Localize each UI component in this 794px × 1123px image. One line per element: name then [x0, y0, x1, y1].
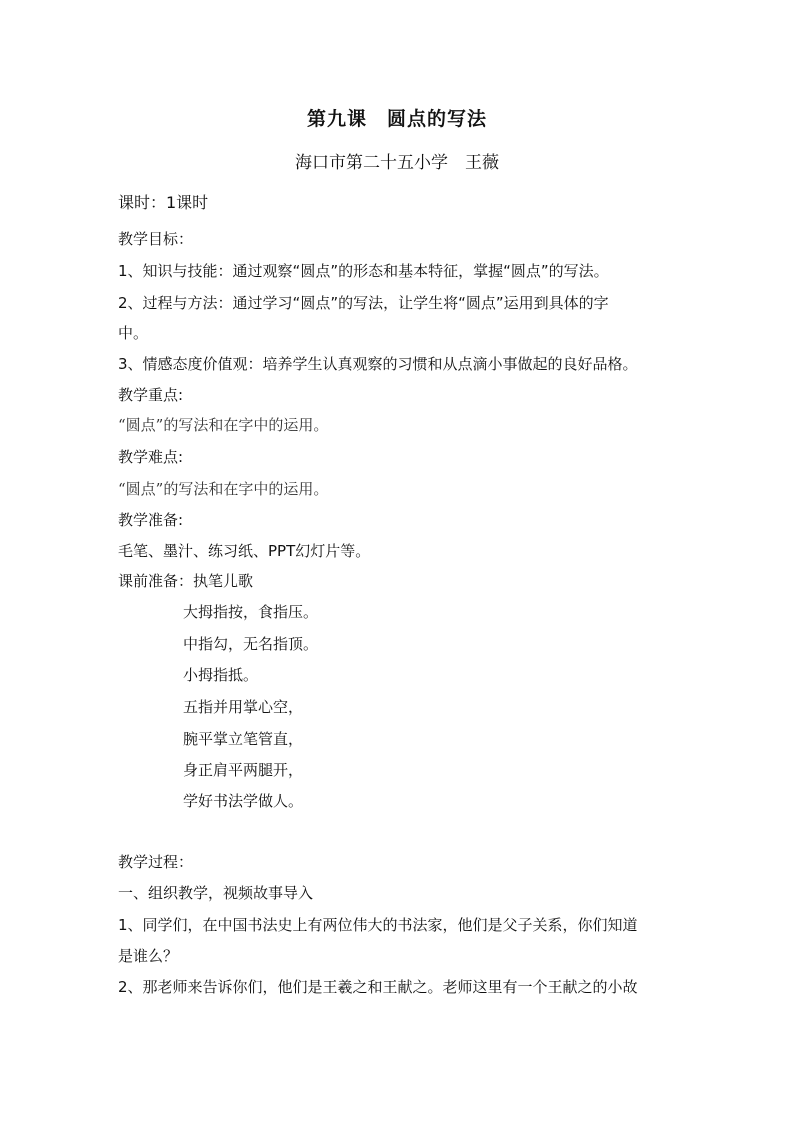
- author-line: 海口市第二十五小学 王薇: [295, 153, 499, 173]
- poem-line: 腕平掌立笔管直，: [183, 730, 304, 748]
- objective-1: 1、知识与技能：通过观察“圆点”的形态和基本特征，掌握“圆点”的写法。: [118, 262, 609, 280]
- process-paragraph-2: 2、那老师来告诉你们，他们是王羲之和王献之。老师这里有一个王献之的小故: [118, 978, 638, 996]
- poem-line: 中指勾，无名指顶。: [183, 635, 319, 653]
- lesson-duration: 课时：1课时: [118, 193, 209, 212]
- poem-line: 身正肩平两腿开，: [183, 761, 304, 779]
- section-heading-preparation: 教学准备:: [118, 511, 184, 529]
- process-paragraph-1-continued: 是谁么？: [118, 947, 179, 965]
- process-step-heading: 一、组织教学，视频故事导入: [118, 884, 314, 902]
- objective-3: 3、情感态度价值观：培养学生认真观察的习惯和从点滴小事做起的良好品格。: [118, 355, 638, 373]
- poem-line: 大拇指按，食指压。: [183, 603, 319, 621]
- section-heading-objectives: 教学目标：: [118, 230, 194, 248]
- section-heading-process: 教学过程：: [118, 853, 194, 871]
- poem-line: 小拇指抵。: [183, 666, 259, 684]
- section-heading-difficulties: 教学难点:: [118, 448, 184, 466]
- key-points-text: “圆点”的写法和在字中的运用。: [118, 416, 329, 434]
- objective-2: 2、过程与方法：通过学习“圆点”的写法，让学生将“圆点”运用到具体的字: [118, 294, 609, 312]
- process-paragraph-1: 1、同学们，在中国书法史上有两位伟大的书法家，他们是父子关系，你们知道: [118, 916, 638, 934]
- objective-2-continued: 中。: [118, 324, 149, 342]
- difficulties-text: “圆点”的写法和在字中的运用。: [118, 480, 329, 498]
- lesson-title: 第九课 圆点的写法: [306, 108, 487, 130]
- pre-class-preparation: 课前准备：执笔儿歌: [118, 572, 254, 590]
- section-heading-key-points: 教学重点:: [118, 386, 184, 404]
- preparation-text: 毛笔、墨汁、练习纸、PPT幻灯片等。: [118, 542, 371, 560]
- poem-line: 五指并用掌心空，: [183, 698, 304, 716]
- poem-line: 学好书法学做人。: [183, 792, 304, 810]
